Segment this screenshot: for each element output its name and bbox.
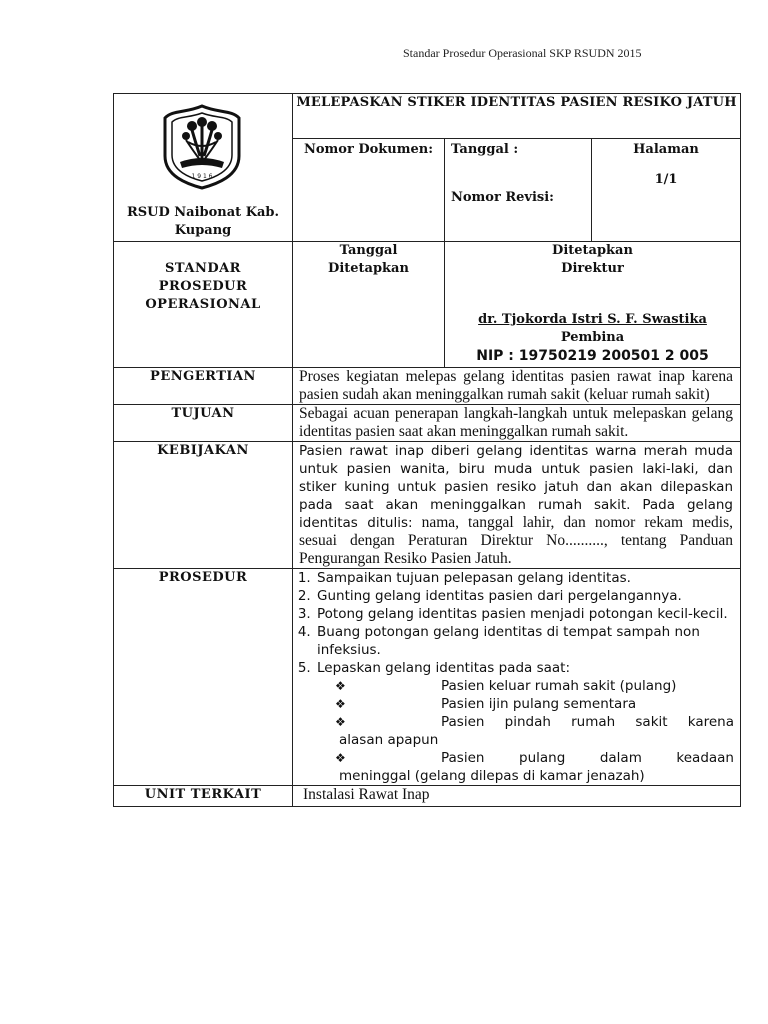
prosedur-step-3: 3. Potong gelang identitas pasien menjadi potongan kecil-kecil. <box>315 605 734 623</box>
pengertian-cell <box>293 368 741 405</box>
prosedur-step-5-text: Lepaskan gelang identitas pada saat: <box>317 660 570 676</box>
document-title: MELEPASKAN STIKER IDENTITAS PASIEN RESIKO JATUH <box>293 94 741 139</box>
kebijakan-cell <box>293 442 741 569</box>
hospital-name: RSUD Naibonat Kab. Kupang <box>126 205 280 238</box>
sub-item-1-text: Pasien keluar rumah sakit (pulang) <box>441 678 677 694</box>
sub-item-2 <box>317 695 734 713</box>
tujuan-cell <box>293 405 741 442</box>
director-rank: Pembina <box>560 330 625 345</box>
tanggal-label: Tanggal : <box>451 142 519 157</box>
unit-terkait-label: UNIT TERKAIT <box>114 786 293 807</box>
sub-item-3 <box>317 713 734 731</box>
sub-item-3-continuation: alasan apapun <box>339 732 439 748</box>
diamond-bullet-icon: ❖ <box>335 751 346 765</box>
pengertian-label: PENGERTIAN <box>114 368 293 405</box>
prosedur-step-1: 1. Sampaikan tujuan pelepasan gelang identitas. <box>315 569 734 587</box>
prosedur-steps <box>293 569 740 785</box>
hospital-logo <box>162 104 242 190</box>
sop-label-cell <box>114 242 293 368</box>
sub-item-2-text: Pasien ijin pulang sementara <box>441 696 637 712</box>
prosedur-step-5 <box>315 659 734 785</box>
sop-label: STANDAR PROSEDUR OPERASIONAL <box>145 261 261 312</box>
nomor-dokumen-cell <box>293 139 445 242</box>
kebijakan-text <box>293 442 740 568</box>
sop-table <box>113 93 741 807</box>
tanggal-ditetapkan-cell <box>293 242 445 368</box>
pengertian-text: Proses kegiatan melepas gelang identitas pasien rawat inap karena pasien sudah akan meninggalkan rumah sakit (keluar rumah sakit) <box>299 368 733 403</box>
prosedur-cell <box>293 569 741 786</box>
halaman-label: Halaman <box>633 142 699 157</box>
sub-item-4-continuation: meninggal (gelang dilepas di kamar jenazah) <box>339 768 645 784</box>
kebijakan-label: KEBIJAKAN <box>114 442 293 569</box>
tanggal-cell <box>445 139 592 242</box>
shield-emblem-icon <box>162 104 242 190</box>
prosedur-step-4: 4. Buang potongan gelang identitas di tempat sampah non infeksius. <box>315 623 734 659</box>
sub-item-4 <box>317 749 734 767</box>
director-name: dr. Tjokorda Istri S. F. Swastika <box>478 312 707 327</box>
diamond-bullet-icon: ❖ <box>335 679 346 693</box>
kebijakan-text-part2: nama, tanggal lahir, dan nomor rekam medis, sesuai dengan Peraturan Direktur No.........., tentang Panduan Pengurangan Resiko Pasien Jatuh. <box>299 514 733 567</box>
nomor-revisi-label: Nomor Revisi: <box>451 190 554 205</box>
halaman-value: 1/1 <box>654 172 678 187</box>
sub-item-1 <box>317 677 734 695</box>
prosedur-label: PROSEDUR <box>114 569 293 786</box>
kebijakan-text-part1: Pasien rawat inap diberi gelang identitas warna merah muda untuk pasien wanita, biru muda untuk pasien laki-laki, dan stiker kuning untuk pasien resiko jatuh dan akan dilepaskan pada saat akan meninggalkan rumah sakit. Pada gelang identitas ditulis: <box>299 443 733 531</box>
tanggal-ditetapkan-label: Tanggal Ditetapkan <box>328 243 409 276</box>
unit-terkait-text: Instalasi Rawat Inap <box>303 786 430 803</box>
tujuan-text: Sebagai acuan penerapan langkah-langkah untuk melepaskan gelang identitas pasien saat akan meninggalkan rumah sakit. <box>299 405 733 440</box>
halaman-cell <box>592 139 741 242</box>
header-note: Standar Prosedur Operasional SKP RSUDN 2015 <box>403 46 642 60</box>
sub-item-3-text: Pasien pindah rumah sakit karena <box>441 714 734 730</box>
sub-item-4-text: Pasien pulang dalam keadaan <box>441 750 734 766</box>
ditetapkan-cell <box>445 242 741 368</box>
logo-year: 1 9 1 6 <box>191 173 213 180</box>
diamond-bullet-icon: ❖ <box>335 697 346 711</box>
hospital-cell <box>114 94 293 242</box>
prosedur-step-2: 2. Gunting gelang identitas pasien dari pergelangannya. <box>315 587 734 605</box>
tujuan-label: TUJUAN <box>114 405 293 442</box>
ditetapkan-label: Ditetapkan Direktur <box>552 243 633 276</box>
unit-terkait-cell <box>293 786 741 807</box>
diamond-bullet-icon: ❖ <box>335 715 346 729</box>
director-nip: NIP : 19750219 200501 2 005 <box>476 348 709 364</box>
nomor-dokumen-label: Nomor Dokumen: <box>303 142 434 157</box>
